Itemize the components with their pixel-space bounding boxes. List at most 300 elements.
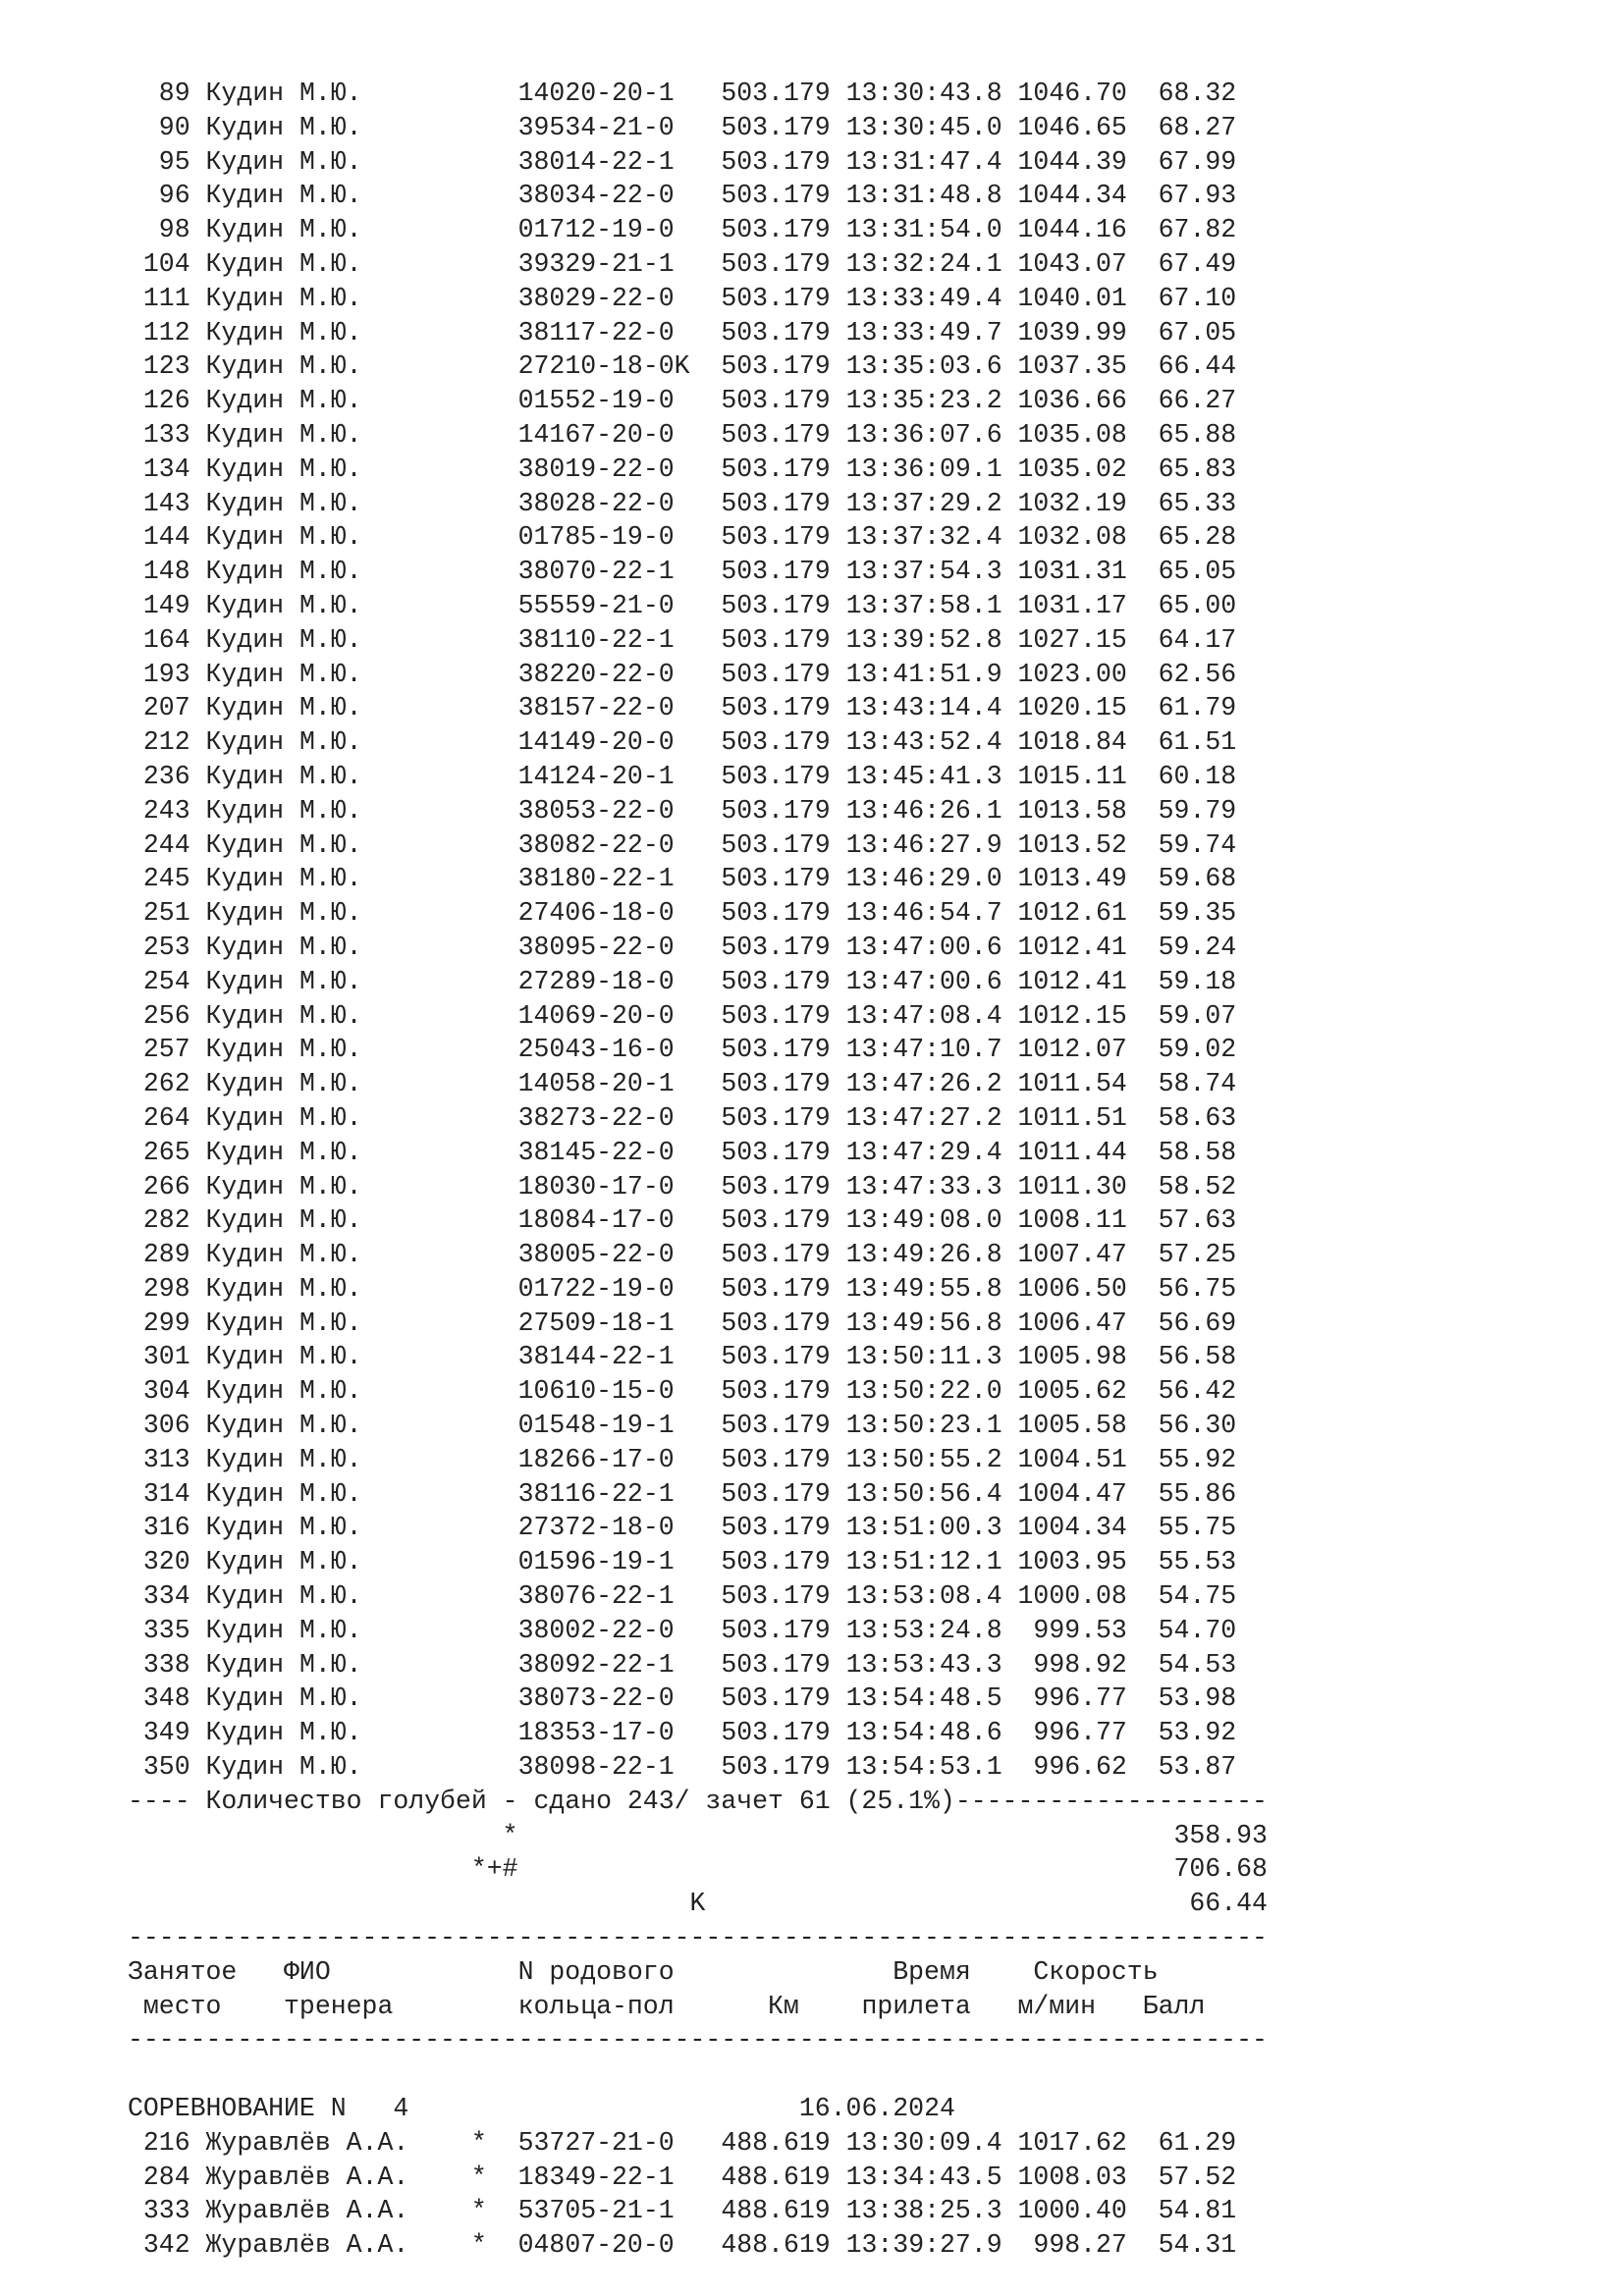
- ring-number-cell: 39534-21-0: [517, 112, 722, 142]
- place-cell: 284: [128, 2162, 190, 2192]
- speed-cell: 1040.01: [1017, 283, 1127, 313]
- distance-cell: 503.179: [721, 1547, 831, 1577]
- distance-cell: 503.179: [721, 181, 831, 211]
- place-cell: 193: [128, 659, 190, 689]
- mark-cell: [471, 215, 518, 244]
- ring-number-cell: 27406-18-0: [517, 898, 722, 929]
- result-row: [128, 1511, 1502, 1545]
- score-cell: 57.25: [1158, 1240, 1237, 1270]
- speed-cell: 1011.54: [1017, 1069, 1127, 1099]
- competition-date: 16.06.2024: [798, 2094, 955, 2124]
- place-cell: 335: [128, 1615, 190, 1645]
- result-row: [128, 1648, 1502, 1682]
- speed-cell: 1031.31: [1017, 557, 1127, 587]
- trainer-name-cell: Кудин М.Ю.: [205, 1069, 471, 1099]
- arrival-time-cell: 13:47:00.6: [845, 932, 1002, 962]
- score-cell: 59.79: [1158, 795, 1237, 826]
- distance-cell: 503.179: [721, 1649, 831, 1680]
- speed-cell: 1032.08: [1017, 522, 1127, 553]
- trainer-name-cell: Кудин М.Ю.: [205, 1308, 471, 1338]
- trainer-name-cell: Кудин М.Ю.: [205, 79, 471, 108]
- result-row: [128, 316, 1502, 350]
- score-cell: 65.00: [1158, 590, 1237, 620]
- arrival-time-cell: 13:37:58.1: [845, 590, 1002, 620]
- trainer-name-cell: Кудин М.Ю.: [205, 659, 471, 689]
- result-row: [128, 862, 1502, 896]
- result-row: [128, 794, 1502, 828]
- result-row: [128, 453, 1502, 487]
- result-row: [128, 1272, 1502, 1307]
- mark-cell: [471, 967, 518, 996]
- mark-cell: [471, 318, 518, 347]
- result-row: [128, 760, 1502, 794]
- place-cell: 265: [128, 1137, 190, 1167]
- place-cell: 244: [128, 829, 190, 860]
- ring-number-cell: 38005-22-0: [517, 1240, 722, 1270]
- ring-number-cell: 38117-22-0: [517, 317, 722, 347]
- mark-cell: [471, 1547, 518, 1576]
- arrival-time-cell: 13:47:10.7: [845, 1035, 1002, 1065]
- place-cell: 320: [128, 1547, 190, 1577]
- distance-cell: 503.179: [721, 1342, 831, 1372]
- ring-number-cell: 38116-22-1: [517, 1478, 722, 1509]
- mark-cell: [471, 1274, 518, 1304]
- arrival-time-cell: 13:49:56.8: [845, 1308, 1002, 1338]
- score-cell: 53.92: [1158, 1718, 1237, 1748]
- trainer-name-cell: Журавлёв А.А.: [205, 2230, 471, 2261]
- mark-cell: [471, 147, 518, 177]
- distance-cell: 503.179: [721, 864, 831, 894]
- distance-cell: 503.179: [721, 215, 831, 245]
- result-row: [128, 965, 1502, 999]
- result-row: [128, 1136, 1502, 1170]
- table-header-row-1: [128, 1955, 1502, 1990]
- mark-cell: [471, 864, 518, 893]
- arrival-time-cell: 13:35:23.2: [845, 386, 1002, 416]
- speed-cell: 999.53: [1017, 1615, 1127, 1645]
- score-cell: 57.52: [1158, 2162, 1237, 2192]
- speed-cell: 1011.44: [1017, 1137, 1127, 1167]
- speed-cell: 1011.30: [1017, 1171, 1127, 1201]
- distance-cell: 488.619: [721, 2162, 831, 2192]
- speed-cell: 1023.00: [1017, 659, 1127, 689]
- trainer-name-cell: Кудин М.Ю.: [205, 795, 471, 826]
- result-row: [128, 487, 1502, 521]
- arrival-time-cell: 13:47:29.4: [845, 1137, 1002, 1167]
- score-cell: 64.17: [1158, 624, 1237, 655]
- mark-cell: [471, 933, 518, 962]
- ring-number-cell: 38070-22-1: [517, 557, 722, 587]
- mark-cell: [471, 420, 518, 450]
- speed-cell: 1013.58: [1017, 795, 1127, 826]
- speed-cell: 1017.62: [1017, 2127, 1127, 2158]
- score-cell: 60.18: [1158, 761, 1237, 791]
- trainer-name-cell: Кудин М.Ю.: [205, 864, 471, 894]
- mark-cell: [471, 1376, 518, 1406]
- trainer-name-cell: Кудин М.Ю.: [205, 146, 471, 177]
- mark-cell: [471, 1172, 518, 1201]
- score-cell: 61.79: [1158, 693, 1237, 723]
- trainer-name-cell: Кудин М.Ю.: [205, 590, 471, 620]
- place-cell: 133: [128, 419, 190, 450]
- speed-cell: 1039.99: [1017, 317, 1127, 347]
- ring-number-cell: 18353-17-0: [517, 1718, 722, 1748]
- speed-cell: 1015.11: [1017, 761, 1127, 791]
- arrival-time-cell: 13:43:14.4: [845, 693, 1002, 723]
- distance-cell: 503.179: [721, 1513, 831, 1543]
- arrival-time-cell: 13:54:48.5: [845, 1683, 1002, 1714]
- arrival-time-cell: 13:46:29.0: [845, 864, 1002, 894]
- mark-cell: [471, 693, 518, 722]
- score-cell: 59.02: [1158, 1035, 1237, 1065]
- mark-cell: [471, 1581, 518, 1611]
- arrival-time-cell: 13:50:22.0: [845, 1376, 1002, 1407]
- mark-cell: [471, 1513, 518, 1542]
- mark-cell: [471, 1411, 518, 1440]
- trainer-name-cell: Кудин М.Ю.: [205, 1683, 471, 1714]
- distance-cell: 503.179: [721, 624, 831, 655]
- summary-line: [128, 1887, 1502, 1921]
- distance-cell: 503.179: [721, 386, 831, 416]
- place-cell: 245: [128, 864, 190, 894]
- ring-number-cell: 27372-18-0: [517, 1513, 722, 1543]
- distance-cell: 503.179: [721, 1205, 831, 1236]
- mark-cell: [471, 1445, 518, 1474]
- result-row: [128, 1101, 1502, 1136]
- place-cell: 282: [128, 1205, 190, 1236]
- mark-cell: [471, 113, 518, 142]
- place-cell: 314: [128, 1478, 190, 1509]
- header-speed: Скорость: [1033, 1956, 1159, 1987]
- trainer-name-cell: Кудин М.Ю.: [205, 693, 471, 723]
- distance-cell: 503.179: [721, 522, 831, 553]
- arrival-time-cell: 13:43:52.4: [845, 727, 1002, 758]
- result-row: [128, 418, 1502, 453]
- mark-cell: [471, 762, 518, 791]
- distance-cell: 503.179: [721, 112, 831, 142]
- summary-value: 706.68: [1173, 1854, 1268, 1885]
- distance-cell: 503.179: [721, 419, 831, 450]
- score-cell: 53.98: [1158, 1683, 1237, 1714]
- place-cell: 349: [128, 1718, 190, 1748]
- speed-cell: 1008.11: [1017, 1205, 1127, 1236]
- score-cell: 58.58: [1158, 1137, 1237, 1167]
- summary-value: 358.93: [1173, 1820, 1268, 1850]
- distance-cell: 503.179: [721, 1137, 831, 1167]
- mark-cell: [471, 1650, 518, 1680]
- arrival-time-cell: 13:30:43.8: [845, 79, 1002, 108]
- place-cell: 95: [128, 146, 190, 177]
- distance-cell: 503.179: [721, 1171, 831, 1201]
- trainer-name-cell: Кудин М.Ю.: [205, 966, 471, 996]
- result-row: [128, 1682, 1502, 1716]
- result-row: [128, 1579, 1502, 1614]
- trainer-name-cell: Кудин М.Ю.: [205, 1513, 471, 1543]
- distance-cell: 503.179: [721, 932, 831, 962]
- result-row: [128, 1307, 1502, 1341]
- distance-cell: 503.179: [721, 1581, 831, 1612]
- speed-cell: 1013.52: [1017, 829, 1127, 860]
- place-cell: 264: [128, 1102, 190, 1133]
- score-cell: 67.82: [1158, 215, 1237, 245]
- result-row: [128, 1203, 1502, 1238]
- ring-number-cell: 01712-19-0: [517, 215, 722, 245]
- header-speed-unit: м/мин: [1017, 1991, 1143, 2021]
- score-cell: 56.42: [1158, 1376, 1237, 1407]
- arrival-time-cell: 13:37:54.3: [845, 557, 1002, 587]
- arrival-time-cell: 13:47:00.6: [845, 966, 1002, 996]
- arrival-time-cell: 13:53:08.4: [845, 1581, 1002, 1612]
- speed-cell: 1012.15: [1017, 1000, 1127, 1031]
- ring-number-cell: 38073-22-0: [517, 1683, 722, 1714]
- trainer-name-cell: Журавлёв А.А.: [205, 2196, 471, 2226]
- place-cell: 316: [128, 1513, 190, 1543]
- trainer-name-cell: Кудин М.Ю.: [205, 317, 471, 347]
- score-cell: 54.53: [1158, 1649, 1237, 1680]
- mark-cell: [471, 249, 518, 279]
- ring-number-cell: 18266-17-0: [517, 1444, 722, 1474]
- score-cell: 54.81: [1158, 2196, 1237, 2226]
- arrival-time-cell: 13:30:45.0: [845, 112, 1002, 142]
- distance-cell: 503.179: [721, 795, 831, 826]
- place-cell: 289: [128, 1240, 190, 1270]
- speed-cell: 1044.34: [1017, 181, 1127, 211]
- summary-symbol: K: [689, 1889, 706, 1919]
- arrival-time-cell: 13:46:27.9: [845, 829, 1002, 860]
- ring-number-cell: 01552-19-0: [517, 386, 722, 416]
- distance-cell: 488.619: [721, 2196, 831, 2226]
- ring-number-cell: 14124-20-1: [517, 761, 722, 791]
- result-row: [128, 623, 1502, 658]
- mark-cell: [471, 1752, 518, 1782]
- ring-number-cell: 38053-22-0: [517, 795, 722, 826]
- place-cell: 262: [128, 1069, 190, 1099]
- distance-cell: 503.179: [721, 146, 831, 177]
- distance-cell: 503.179: [721, 1615, 831, 1645]
- header-ring: N родового: [517, 1956, 893, 1987]
- mark-cell: [471, 181, 518, 210]
- score-cell: 59.24: [1158, 932, 1237, 962]
- arrival-time-cell: 13:41:51.9: [845, 659, 1002, 689]
- score-cell: 67.93: [1158, 181, 1237, 211]
- result-row: [128, 2228, 1502, 2263]
- ring-number-cell: 38157-22-0: [517, 693, 722, 723]
- distance-cell: 503.179: [721, 829, 831, 860]
- place-cell: 251: [128, 898, 190, 929]
- trainer-name-cell: Кудин М.Ю.: [205, 898, 471, 929]
- result-row: [128, 213, 1502, 247]
- ring-number-cell: 27509-18-1: [517, 1308, 722, 1338]
- result-row: [128, 1033, 1502, 1067]
- divider: -------------------------------------------------------------------------: [128, 1923, 1268, 1953]
- trainer-name-cell: Кудин М.Ю.: [205, 829, 471, 860]
- result-row: [128, 1170, 1502, 1204]
- header-name-2: тренера: [284, 1991, 518, 2021]
- mark-cell: [471, 1001, 518, 1031]
- divider: -------------------------------------------------------------------------: [128, 2025, 1268, 2056]
- place-cell: 96: [128, 181, 190, 211]
- speed-cell: 1013.49: [1017, 864, 1127, 894]
- place-cell: 149: [128, 590, 190, 620]
- ring-number-cell: 01785-19-0: [517, 522, 722, 553]
- score-cell: 67.99: [1158, 146, 1237, 177]
- ring-number-cell: 53727-21-0: [517, 2127, 722, 2158]
- mark-cell: [471, 830, 518, 860]
- score-cell: 65.33: [1158, 488, 1237, 518]
- result-row: [128, 658, 1502, 692]
- mark-cell: [471, 1205, 518, 1235]
- trainer-name-cell: Кудин М.Ю.: [205, 1581, 471, 1612]
- place-cell: 298: [128, 1273, 190, 1304]
- trainer-name-cell: Кудин М.Ю.: [205, 419, 471, 450]
- trainer-name-cell: Кудин М.Ю.: [205, 215, 471, 245]
- speed-cell: 1000.08: [1017, 1581, 1127, 1612]
- speed-cell: 1012.41: [1017, 966, 1127, 996]
- score-cell: 59.07: [1158, 1000, 1237, 1031]
- ring-number-cell: 01722-19-0: [517, 1273, 722, 1304]
- header-km: Км: [768, 1991, 862, 2021]
- ring-number-cell: 14167-20-0: [517, 419, 722, 450]
- distance-cell: 503.179: [721, 1478, 831, 1509]
- score-cell: 65.05: [1158, 557, 1237, 587]
- ring-number-cell: 38014-22-1: [517, 146, 722, 177]
- speed-cell: 1004.47: [1017, 1478, 1127, 1509]
- place-cell: 90: [128, 112, 190, 142]
- mark-cell: [471, 1616, 518, 1645]
- header-name: ФИО: [284, 1956, 518, 1987]
- mark-cell: [471, 727, 518, 757]
- ring-number-cell: 38028-22-0: [517, 488, 722, 518]
- trainer-name-cell: Кудин М.Ю.: [205, 1649, 471, 1680]
- ring-number-cell: 01596-19-1: [517, 1547, 722, 1577]
- competition-label: СОРЕВНОВАНИЕ N: [128, 2094, 347, 2124]
- ring-number-cell: 38034-22-0: [517, 181, 722, 211]
- speed-cell: 1035.08: [1017, 419, 1127, 450]
- speed-cell: 1012.41: [1017, 932, 1127, 962]
- distance-cell: 503.179: [721, 1273, 831, 1304]
- spacer: [128, 2057, 1502, 2092]
- ring-number-cell: 38002-22-0: [517, 1615, 722, 1645]
- place-cell: 243: [128, 795, 190, 826]
- result-row: [128, 1340, 1502, 1374]
- ring-number-cell: 38092-22-1: [517, 1649, 722, 1680]
- result-row: [128, 1716, 1502, 1750]
- distance-cell: 503.179: [721, 761, 831, 791]
- speed-cell: 1037.35: [1017, 351, 1127, 382]
- score-cell: 66.44: [1158, 351, 1237, 382]
- result-row: [128, 828, 1502, 863]
- ring-number-cell: 14020-20-1: [517, 79, 722, 108]
- place-cell: 313: [128, 1444, 190, 1474]
- speed-cell: 996.77: [1017, 1718, 1127, 1748]
- speed-cell: 1000.40: [1017, 2196, 1127, 2226]
- place-cell: 89: [128, 79, 190, 108]
- speed-cell: 1035.02: [1017, 454, 1127, 484]
- mark-cell: [471, 351, 518, 381]
- trainer-name-cell: Кудин М.Ю.: [205, 112, 471, 142]
- speed-cell: 1006.50: [1017, 1273, 1127, 1304]
- place-cell: 338: [128, 1649, 190, 1680]
- distance-cell: 503.179: [721, 488, 831, 518]
- summary-symbol: *+#: [470, 1854, 518, 1885]
- result-row: [128, 349, 1502, 384]
- arrival-time-cell: 13:50:23.1: [845, 1411, 1002, 1441]
- trainer-name-cell: Кудин М.Ю.: [205, 1752, 471, 1783]
- mark-cell: [471, 625, 518, 655]
- distance-cell: 503.179: [721, 1102, 831, 1133]
- place-cell: 236: [128, 761, 190, 791]
- arrival-time-cell: 13:38:25.3: [845, 2196, 1002, 2226]
- place-cell: 134: [128, 454, 190, 484]
- trainer-name-cell: Кудин М.Ю.: [205, 454, 471, 484]
- arrival-time-cell: 13:50:11.3: [845, 1342, 1002, 1372]
- summary-symbol: *: [502, 1820, 518, 1850]
- mark-cell: *: [470, 2196, 518, 2226]
- arrival-time-cell: 13:54:48.6: [845, 1718, 1002, 1748]
- results-document: [128, 77, 1502, 2263]
- ring-number-cell: 14058-20-1: [517, 1069, 722, 1099]
- arrival-time-cell: 13:46:54.7: [845, 898, 1002, 929]
- speed-cell: 1003.95: [1017, 1547, 1127, 1577]
- arrival-time-cell: 13:31:48.8: [845, 181, 1002, 211]
- distance-cell: 503.179: [721, 590, 831, 620]
- arrival-time-cell: 13:37:32.4: [845, 522, 1002, 553]
- ring-number-cell: 18349-22-1: [517, 2162, 722, 2192]
- result-row: [128, 145, 1502, 180]
- speed-cell: 1036.66: [1017, 386, 1127, 416]
- speed-cell: 1031.17: [1017, 590, 1127, 620]
- place-cell: 257: [128, 1035, 190, 1065]
- ring-number-cell: 53705-21-1: [517, 2196, 722, 2226]
- arrival-time-cell: 13:53:24.8: [845, 1615, 1002, 1645]
- result-row: [128, 896, 1502, 931]
- score-cell: 68.27: [1158, 112, 1237, 142]
- trainer-name-cell: Кудин М.Ю.: [205, 932, 471, 962]
- place-cell: 212: [128, 727, 190, 758]
- result-row: [128, 2194, 1502, 2228]
- arrival-time-cell: 13:47:33.3: [845, 1171, 1002, 1201]
- arrival-time-cell: 13:47:08.4: [845, 1000, 1002, 1031]
- result-row: [128, 1614, 1502, 1648]
- trainer-name-cell: Кудин М.Ю.: [205, 1547, 471, 1577]
- place-cell: 216: [128, 2127, 190, 2158]
- ring-number-cell: 38076-22-1: [517, 1581, 722, 1612]
- trainer-name-cell: Кудин М.Ю.: [205, 1102, 471, 1133]
- score-cell: 54.75: [1158, 1581, 1237, 1612]
- ring-number-cell: 14069-20-0: [517, 1000, 722, 1031]
- place-cell: 254: [128, 966, 190, 996]
- distance-cell: 503.179: [721, 1000, 831, 1031]
- trainer-name-cell: Кудин М.Ю.: [205, 248, 471, 279]
- arrival-time-cell: 13:50:55.2: [845, 1444, 1002, 1474]
- distance-cell: 503.179: [721, 727, 831, 758]
- arrival-time-cell: 13:39:27.9: [845, 2230, 1002, 2261]
- result-row: [128, 247, 1502, 282]
- speed-cell: 998.92: [1017, 1649, 1127, 1680]
- score-cell: 59.35: [1158, 898, 1237, 929]
- competition-heading: [128, 2092, 1502, 2126]
- place-cell: 207: [128, 693, 190, 723]
- score-cell: 55.53: [1158, 1547, 1237, 1577]
- distance-cell: 503.179: [721, 1752, 831, 1783]
- place-cell: 304: [128, 1376, 190, 1407]
- result-row: [128, 931, 1502, 965]
- mark-cell: *: [470, 2230, 518, 2261]
- place-cell: 98: [128, 215, 190, 245]
- ring-number-cell: 55559-21-0: [517, 590, 722, 620]
- mark-cell: [471, 522, 518, 552]
- summary-line: [128, 1852, 1502, 1887]
